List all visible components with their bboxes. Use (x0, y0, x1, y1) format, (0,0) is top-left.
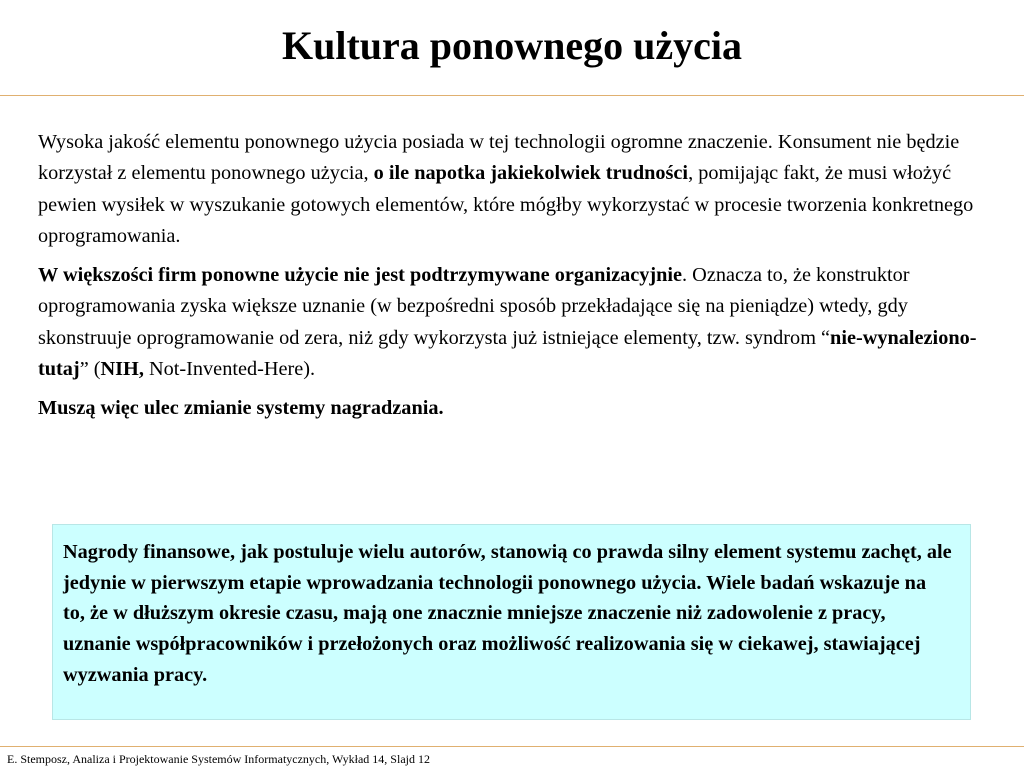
paragraph-organization-middle: . Oznacza to, że konstruktor oprogramowania zyska większe uznanie (w bezpośredni sposób przekładające się na pieniądze) wtedy, gdy skonstruuje oprogramowanie od zera, niż gdy wykorzysta już istniejące elementy, tzw. syndrom “ (38, 264, 910, 349)
paragraph-conclusion (38, 393, 988, 424)
paragraph-quality-rest: , pomijając fakt, że musi włożyć pewien wysiłek w wyszukanie gotowych elementów, które mógłby wykorzystać w procesie tworzenia konkretnego oprogramowania. (38, 162, 974, 247)
paragraph-organization (38, 260, 988, 385)
paragraph-quality (38, 127, 988, 252)
conclusion-text: Muszą więc ulec zmianie systemy nagradzania. (38, 397, 444, 420)
syndrome-name: nie-wynaleziono-tutaj (38, 326, 977, 381)
callout-box (52, 524, 971, 720)
paragraph-organization-emphasis: W większości firm ponowne użycie nie jest podtrzymywane organizacyjnie (38, 264, 683, 287)
slide-footer: E. Stemposz, Analiza i Projektowanie Systemów Informatycznych, Wykład 14, Slajd 12 (7, 752, 430, 766)
syndrome-expansion: Not-Invented-Here). (143, 358, 316, 381)
title-divider (0, 95, 1024, 96)
syndrome-quote-close: ” ( (79, 358, 101, 381)
syndrome-acronym: NIH, (100, 358, 144, 381)
slide-body (38, 127, 988, 433)
slide-title: Kultura ponownego użycia (281, 23, 743, 68)
paragraph-quality-intro: Wysoka jakość elementu ponownego użycia posiada w tej technologii ogromne znaczenie. Konsument nie będzie korzystał z elementu ponownego użycia, (38, 131, 960, 185)
paragraph-quality-emphasis: o ile napotka jakiekolwiek trudności (373, 162, 689, 185)
callout-text: Nagrody finansowe, jak postuluje wielu autorów, stanowią co prawda silny element systemu zachęt, ale jedynie w pierwszym etapie wprowadzania technologii ponownego użycia. Wiele badań wskazuje na to, że w dłuższym okresie czasu, mają one znacznie mniejsze znaczenie niż zadowolenie z pracy, uznanie współpracowników i przełożonych oraz możliwość realizowania się w ciekawej, stawiającej wyzwania pracy. (63, 541, 952, 686)
footer-divider (0, 746, 1024, 747)
